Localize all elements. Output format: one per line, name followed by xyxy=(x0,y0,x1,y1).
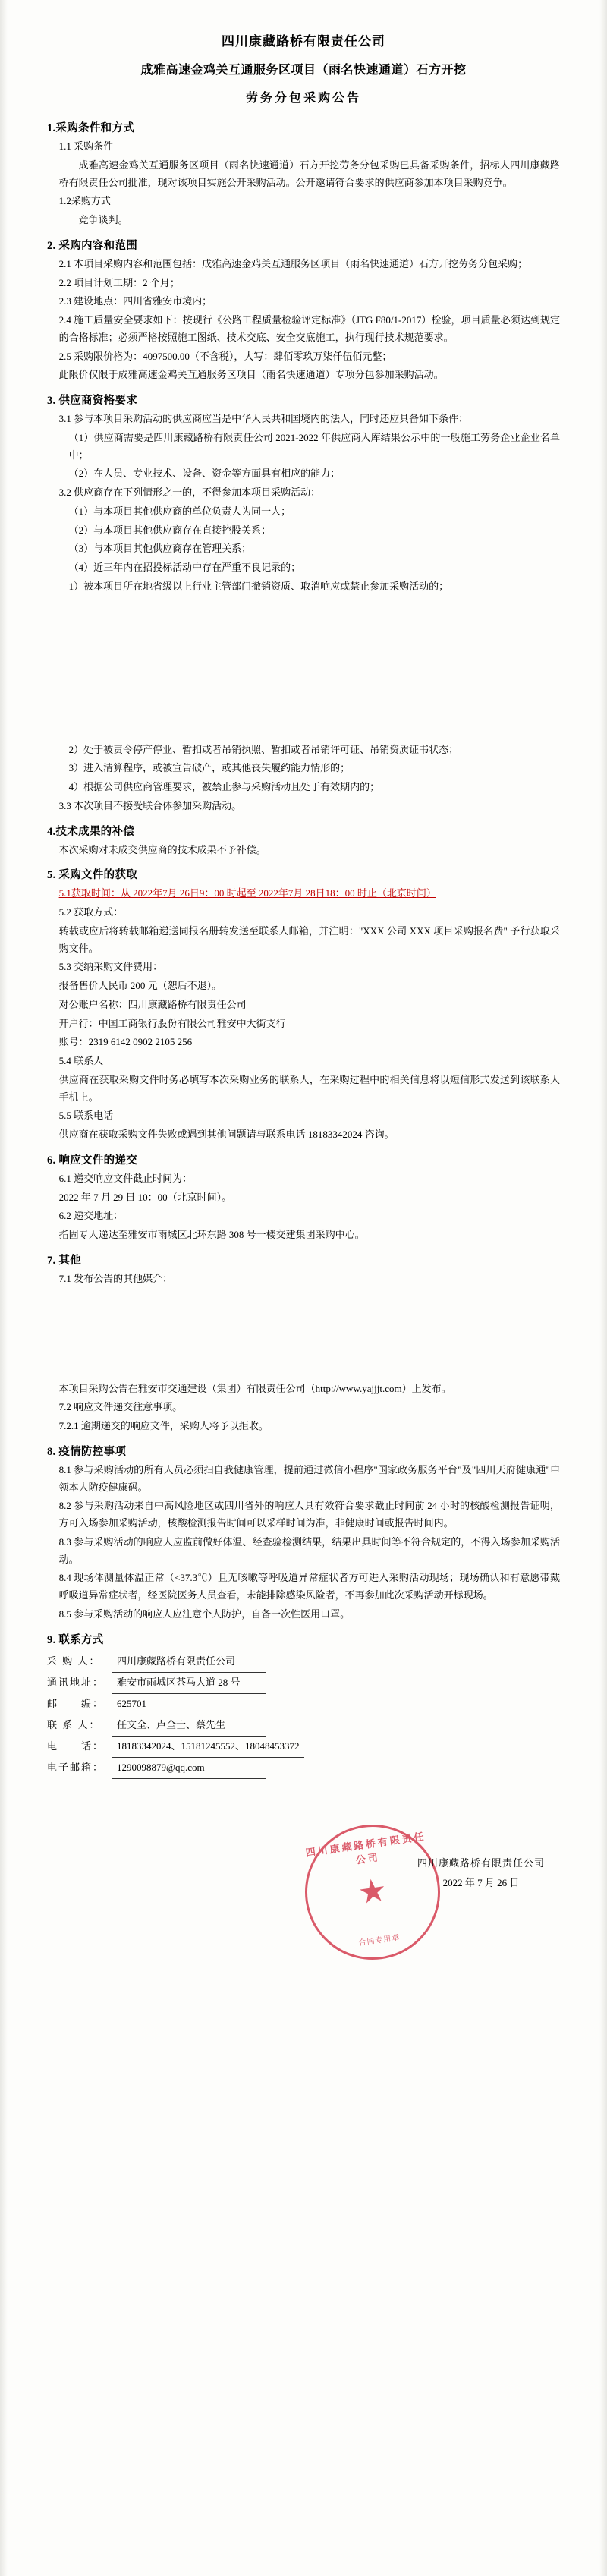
company-name-heading: 四川康藏路桥有限责任公司 xyxy=(222,34,385,49)
section-3-1-item1: （1）供应商需要是四川康藏路桥有限责任公司 2021-2022 年供应商入库结果公示中的一般施工劳务企业企业名单中； xyxy=(68,431,560,461)
section-3-2-item1: （1）与本项目其他供应商的单位负责人为同一人； xyxy=(68,505,291,517)
contact-label-phone: 电 话： xyxy=(47,1740,105,1752)
section-8-2-text: 8.2 参与采购活动来自中高风险地区或四川省外的响应人具有效符合要求截止时间前 24 小时的核酸检测报告证明，方可入场参加采购活动，核酸检测报告时间可以采样时间为准，非健康时间或报告时间内。 xyxy=(58,1500,560,1529)
signature-company: 四川康藏路桥有限责任公司 xyxy=(417,1856,545,1869)
section-5-2-heading: 5.2 获取方式： xyxy=(58,906,124,918)
section-5-4-text: 供应商在获取采购文件时务必填写本次采购业务的联系人，在采购过程中的相关信息将以短信形式发送到该联系人手机上。 xyxy=(58,1073,560,1103)
section-6-heading: 6. 响应文件的递交 xyxy=(47,1154,137,1167)
page-right-edge-shadow xyxy=(599,0,607,2576)
section-7-heading: 7. 其他 xyxy=(47,1254,81,1267)
section-5-1-acquire-time: 5.1获取时间：从 2022年7月 26日9：00 时起至 2022年7月 28日18：00 时止（北京时间） xyxy=(58,887,436,899)
section-5-3-bank: 开户行：中国工商银行股份有限公司雅安中大街支行 xyxy=(58,1017,286,1029)
contact-label-buyer: 采 购 人： xyxy=(47,1655,101,1667)
section-3-1-text: 3.1 参与本项目采购活动的供应商应当是中华人民共和国境内的法人，同时还应具备如下条件： xyxy=(58,413,469,424)
contact-row xyxy=(47,1694,560,1715)
section-5-3-fee: 报备售价人民币 200 元（恕后不退）。 xyxy=(58,980,222,991)
section-3-2-item6: 2）处于被责令停产停业、暂扣或者吊销执照、暂扣或者吊销许可证、吊销资质证书状态； xyxy=(68,743,459,755)
contact-value-address: 雅安市雨城区茶马大道 28 号 xyxy=(112,1673,266,1694)
section-9-heading: 9. 联系方式 xyxy=(47,1633,104,1646)
section-8-heading: 8. 疫情防控事项 xyxy=(47,1445,127,1458)
section-5-3-account-name: 对公账户名称：四川康藏路桥有限责任公司 xyxy=(58,998,247,1010)
contact-row xyxy=(47,1673,560,1694)
section-5-heading: 5. 采购文件的获取 xyxy=(47,869,137,882)
section-6-2-heading: 6.2 递交地址： xyxy=(58,1210,124,1222)
section-7-1-text: 本项目采购公告在雅安市交通建设（集团）有限责任公司（http://www.yajjjt.com）上发布。 xyxy=(58,1382,451,1394)
section-3-2-item3: （3）与本项目其他供应商存在管理关系； xyxy=(68,543,252,555)
section-3-3-text: 3.3 本次项目不接受联合体参加采购活动。 xyxy=(58,799,242,811)
section-2-5-text: 2.5 采购限价格为：4097500.00（不含税），大写：肆佰零玖万柒仟伍佰元整； xyxy=(58,350,392,362)
section-1-1-heading: 1.1 采购条件 xyxy=(58,140,114,152)
document-title-line1: 成雅高速金鸡关互通服务区项目（雨名快速通道）石方开挖 xyxy=(140,64,467,77)
signature-date: 2022 年 7 月 26 日 xyxy=(442,1876,520,1888)
contact-value-phone: 18183342024、15181245552、18048453372 xyxy=(112,1737,304,1758)
section-5-2-text: 转载或应后将转载邮箱递送同报名册转发送至联系人邮箱，并注明："XXX 公司 XXX 项目采购报名费" 予行获取采购文件。 xyxy=(58,924,560,954)
section-7-2-heading: 7.2 响应文件递交往意事项。 xyxy=(58,1401,183,1413)
section-5-3-heading: 5.3 交纳采购文件费用： xyxy=(58,961,163,973)
contact-label-postcode: 邮 编： xyxy=(47,1697,105,1709)
section-8-5-text: 8.5 参与采购活动的响应人应注意个人防护，自备一次性医用口罩。 xyxy=(58,1608,351,1620)
section-3-2-item2: （2）与本项目其他供应商存在直接控股关系； xyxy=(68,524,272,536)
section-3-1-item2: （2）在人员、专业技术、设备、资金等方面具有相应的能力； xyxy=(68,468,341,480)
section-5-5-text: 供应商在获取采购文件失败或遇到其他问题请与联系电话 18183342024 咨询。 xyxy=(58,1129,395,1140)
contact-value-email: 1290098879@qq.com xyxy=(112,1758,266,1779)
section-3-2-text: 3.2 供应商存在下列情形之一的，不得参加本项目采购活动： xyxy=(58,487,321,498)
page-left-edge-shadow xyxy=(0,0,8,2576)
section-2-5-note: 此限价仅限于成雅高速金鸡关互通服务区项目（雨名快速通道）专项分包参加采购活动。 xyxy=(58,369,444,381)
contact-row xyxy=(47,1715,560,1737)
contact-row xyxy=(47,1758,560,1779)
seal-star-icon: ★ xyxy=(356,1872,389,1911)
contact-label-address: 通讯地址： xyxy=(47,1676,105,1688)
contact-row xyxy=(47,1652,560,1673)
section-7-1-heading: 7.1 发布公告的其他媒介： xyxy=(58,1272,173,1284)
section-1-heading: 1.采购条件和方式 xyxy=(47,122,135,134)
section-4-text: 本次采购对未成交供应商的技术成果不予补偿。 xyxy=(58,843,266,855)
section-8-3-text: 8.3 参与采购活动的响应人应监前做好体温、经查验检测结果，结果出具时间等不符合规定的，不得入场参加采购活动。 xyxy=(58,1535,560,1565)
section-1-2-heading: 1.2采购方式 xyxy=(58,195,111,207)
section-4-heading: 4.技术成果的补偿 xyxy=(47,825,135,838)
section-3-2-item7: 3）进入清算程序，或被宣告破产，或其他丧失履约能力情形的； xyxy=(68,762,351,774)
signature-block xyxy=(417,1853,545,1893)
section-1-1-text: 成雅高速金鸡关互通服务区项目（雨名快速通道）石方开挖劳务分包采购已具备采购条件，招标人四川康藏路桥有限责任公司批准，现对该项目实施公开采购活动。公开邀请符合要求的供应商参加本项目采购竞争。 xyxy=(58,159,560,188)
seal-top-text: 四川康藏路桥有限责任公司 xyxy=(304,1830,427,1866)
section-7-2-1-text: 7.2.1 逾期递交的响应文件，采购人将予以拒收。 xyxy=(58,1420,269,1431)
section-5-3-account-number: 账号：2319 6142 0902 2105 256 xyxy=(58,1036,193,1048)
section-1-2-text: 竞争谈判。 xyxy=(78,214,128,225)
section-5-4-heading: 5.4 联系人 xyxy=(58,1055,104,1066)
contact-label-email: 电子邮箱： xyxy=(47,1761,105,1773)
section-8-4-text: 8.4 现场体测量体温正常（<37.3℃）且无咳嗽等呼吸道异常症状者方可进入采购活动现场；现场确认和有意愿带戴呼吸道异常症状者，经医院医务人员查看，未能排除感染风险者，不再参加此次采购活动开标现场。 xyxy=(58,1572,560,1601)
section-3-2-item5: 1）被本项目所在地省级以上行业主管部门撤销资质、取消响应或禁止参加采购活动的； xyxy=(68,580,449,592)
contact-row xyxy=(47,1737,560,1758)
section-2-1-text: 2.1 本项目采购内容和范围包括：成雅高速金鸡关互通服务区项目（雨名快速通道）石方开挖劳务分包采购； xyxy=(58,257,528,269)
contact-list xyxy=(47,1652,560,1779)
page-break-gap-1 xyxy=(47,597,560,742)
contact-value-person: 任文全、卢全士、蔡先生 xyxy=(112,1715,266,1737)
section-6-1-deadline: 2022 年 7 月 29 日 10：00（北京时间）。 xyxy=(58,1191,232,1203)
seal-bottom-text: 合同专用章 xyxy=(357,1933,401,1948)
section-6-1-heading: 6.1 递交响应文件截止时间为： xyxy=(58,1172,193,1184)
document-title-line2: 劳务分包采购公告 xyxy=(245,92,361,105)
section-3-2-item8: 4）根据公司供应商管理要求，被禁止参与采购活动且处于有效期内的； xyxy=(68,781,380,792)
signature-area xyxy=(47,1787,560,1948)
contact-value-postcode: 625701 xyxy=(112,1694,266,1715)
section-2-heading: 2. 采购内容和范围 xyxy=(47,239,137,252)
section-2-4-text: 2.4 施工质量安全要求如下：按现行《公路工程质量检验评定标准》（JTG F80/1-2017）检验，项目质量必须达到规定的合格标准；必须严格按照施工图纸、技术交底、安全交底施工，执行现行技术规范要求。 xyxy=(58,314,560,343)
contact-value-buyer: 四川康藏路桥有限责任公司 xyxy=(112,1652,266,1673)
section-6-2-address: 指固专人递达至雅安市雨城区北环东路 308 号一楼交建集团采购中心。 xyxy=(58,1229,365,1240)
section-3-heading: 3. 供应商资格要求 xyxy=(47,395,137,407)
page-break-gap-2 xyxy=(47,1290,560,1381)
section-8-1-text: 8.1 参与采购活动的所有人员必须扫自我健康管理，提前通过微信小程序"国家政务服务平台"及"四川天府健康通"申领本人防疫健康码。 xyxy=(58,1463,560,1493)
section-2-3-text: 2.3 建设地点：四川省雅安市境内； xyxy=(58,295,212,307)
section-3-2-item4: （4）近三年内在招投标活动中存在严重不良记录的； xyxy=(68,562,301,573)
section-5-5-heading: 5.5 联系电话 xyxy=(58,1110,114,1122)
contact-label-person: 联 系 人： xyxy=(47,1718,101,1730)
section-2-2-text: 2.2 项目计划工期：2 个月； xyxy=(58,276,180,288)
